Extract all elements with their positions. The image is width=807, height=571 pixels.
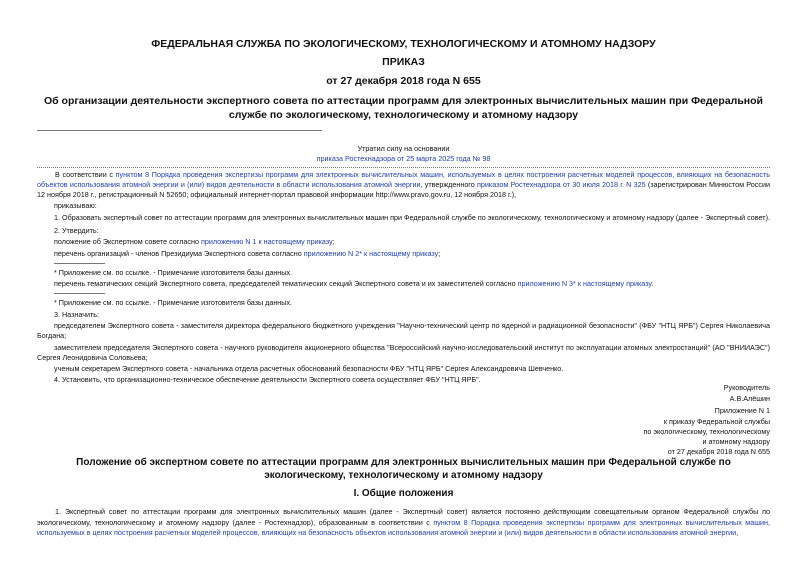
status-line-1: Утратил силу на основании: [357, 144, 450, 153]
appendix-title: Положение об экспертном совете по аттестации программ для электронных вычислительных машин при Федеральной службе по экологическому, технологическому и атомному надзору: [76, 457, 731, 481]
signature-role: Руководитель: [723, 383, 770, 392]
item-2b-end: ;: [438, 249, 441, 258]
appendix-2-link[interactable]: приложению N 2* к настоящему приказу: [303, 249, 439, 258]
item-2a-text: положение об Экспертном совете согласно: [54, 237, 201, 246]
appendix-paragraph-1: [37, 507, 770, 539]
appendix-ref-1: Приложение N 1: [714, 406, 770, 415]
appendix-3-link[interactable]: приложению N 3* к настоящему приказу: [517, 279, 652, 288]
section-heading: I. Общие положения: [353, 488, 454, 499]
preamble-text-2: , утвержденного: [420, 180, 478, 189]
title-divider: [37, 130, 322, 131]
item-3c: ученым секретарем Экспертного совета - начальника отдела расчетных обоснований безопасности ФБУ "НТЦ ЯРБ" Сергея Александровича Шевченко.: [54, 364, 564, 373]
procedure-link[interactable]: пунктом 8 Порядка проведения экспертизы программ для электронных вычислительных машин, используемых в целях построения расчетных моделей процессов, влияющих на безопасность объектов использования атомной энергии и (или) видов деятельности в области использования атомной энергии: [37, 170, 770, 189]
footnote-divider-2: [54, 293, 105, 294]
appendix-procedure-link[interactable]: пунктом 8 Порядка проведения экспертизы программ для электронных вычислительных машин, используемых в целях построения расчетных моделей процессов, влияющих на безопасность объектов использования атомной энергии и (или) видов деятельности в области использования атомной энергии: [37, 517, 770, 537]
footnote-1: * Приложение см. по ссылке. - Примечание изготовителя базы данных.: [54, 268, 293, 277]
agency-heading: ФЕДЕРАЛЬНАЯ СЛУЖБА ПО ЭКОЛОГИЧЕСКОМУ, ТЕХНОЛОГИЧЕСКОМУ И АТОМНОМУ НАДЗОРУ: [151, 38, 656, 50]
appendix-ref-3: по экологическому, технологическому: [643, 427, 770, 436]
order-title: Об организации деятельности экспертного совета по аттестации программ для электронных вычислительных машин при Федеральной службе по экологическому, технологическому и атомному надзору: [43, 95, 763, 121]
item-2b-text: перечень организаций - членов Президиума Экспертного совета согласно: [54, 249, 304, 258]
item-3a: председателем Экспертного совета - заместителя директора федерального бюджетного учреждения "Научно-технический центр по ядерной и радиационной безопасности" (ФБУ "НТЦ ЯРБ") Сергея Николаевича Богдана;: [37, 321, 770, 340]
footnote-divider-1: [54, 263, 105, 264]
preamble-text-1: В соответствии с: [55, 170, 116, 179]
appendix-p1-text: 1. Экспертный совет по аттестации программ для электронных вычислительных машин (далее - Экспертный совет) является постоянно действующим совещательным органом Федеральной службы по экологическому, технологическому и атомному надзору (далее - Ростехнадзор), образованным в соответствии с: [37, 507, 770, 527]
appendix-p1-end: ,: [736, 528, 739, 537]
item-2b: [54, 249, 440, 259]
item-3b: заместителем председателя Экспертного совета - научного руководителя акционерного общества "Всероссийский научно-исследовательский институт по эксплуатации атомных электростанций" (АО "ВНИИАЭС") Сергея Леонидовича Соловьева;: [37, 343, 770, 362]
appendix-ref-5: от 27 декабря 2018 года N 655: [667, 447, 770, 456]
order-word: приказываю:: [54, 201, 97, 210]
appendix-ref-2: к приказу Федеральной службы: [663, 417, 770, 426]
item-3: 3. Назначить:: [54, 310, 99, 319]
item-2a: [54, 237, 335, 247]
status-link[interactable]: приказа Ростехнадзора от 25 марта 2025 года № 98: [316, 154, 491, 163]
item-1: 1. Образовать экспертный совет по аттестации программ для электронных вычислительных машин при Федеральной службе по экологическому, технологическому и атомному надзору (далее - Экспертный совет).: [54, 213, 770, 222]
appendix-1-link[interactable]: приложению N 1 к настоящему приказу: [201, 237, 333, 246]
item-2a-end: ;: [332, 237, 335, 246]
status-divider: [37, 167, 770, 168]
preamble-paragraph: [37, 170, 770, 200]
item-2c: [54, 279, 653, 289]
order-325-link[interactable]: приказом Ростехнадзора от 30 июля 2018 г. N 325: [477, 180, 646, 189]
item-2c-end: .: [651, 279, 654, 288]
appendix-ref-4: и атомному надзору: [702, 437, 770, 446]
order-date: от 27 декабря 2018 года N 655: [326, 75, 481, 87]
signature-name: А.В.Алёшин: [729, 394, 770, 403]
item-4: 4. Установить, что организационно-техническое обеспечение деятельности Экспертного совета осуществляет ФБУ "НТЦ ЯРБ".: [54, 375, 481, 384]
item-2: 2. Утвердить:: [54, 226, 99, 235]
footnote-2: * Приложение см. по ссылке. - Примечание изготовителя базы данных.: [54, 298, 293, 307]
doc-type-heading: ПРИКАЗ: [382, 56, 425, 68]
item-2c-text: перечень тематических секций Экспертного совета, председателей тематических секций Экспертного совета и их заместителей согласно: [54, 279, 518, 288]
preamble-text-3: (зарегистрирован Минюстом России 12 ноября 2018 г., регистрационный N 52650; официальный интернет-портал правовой информации http://www.pravo.gov.ru, 12 ноября 2018 г.),: [37, 180, 770, 199]
